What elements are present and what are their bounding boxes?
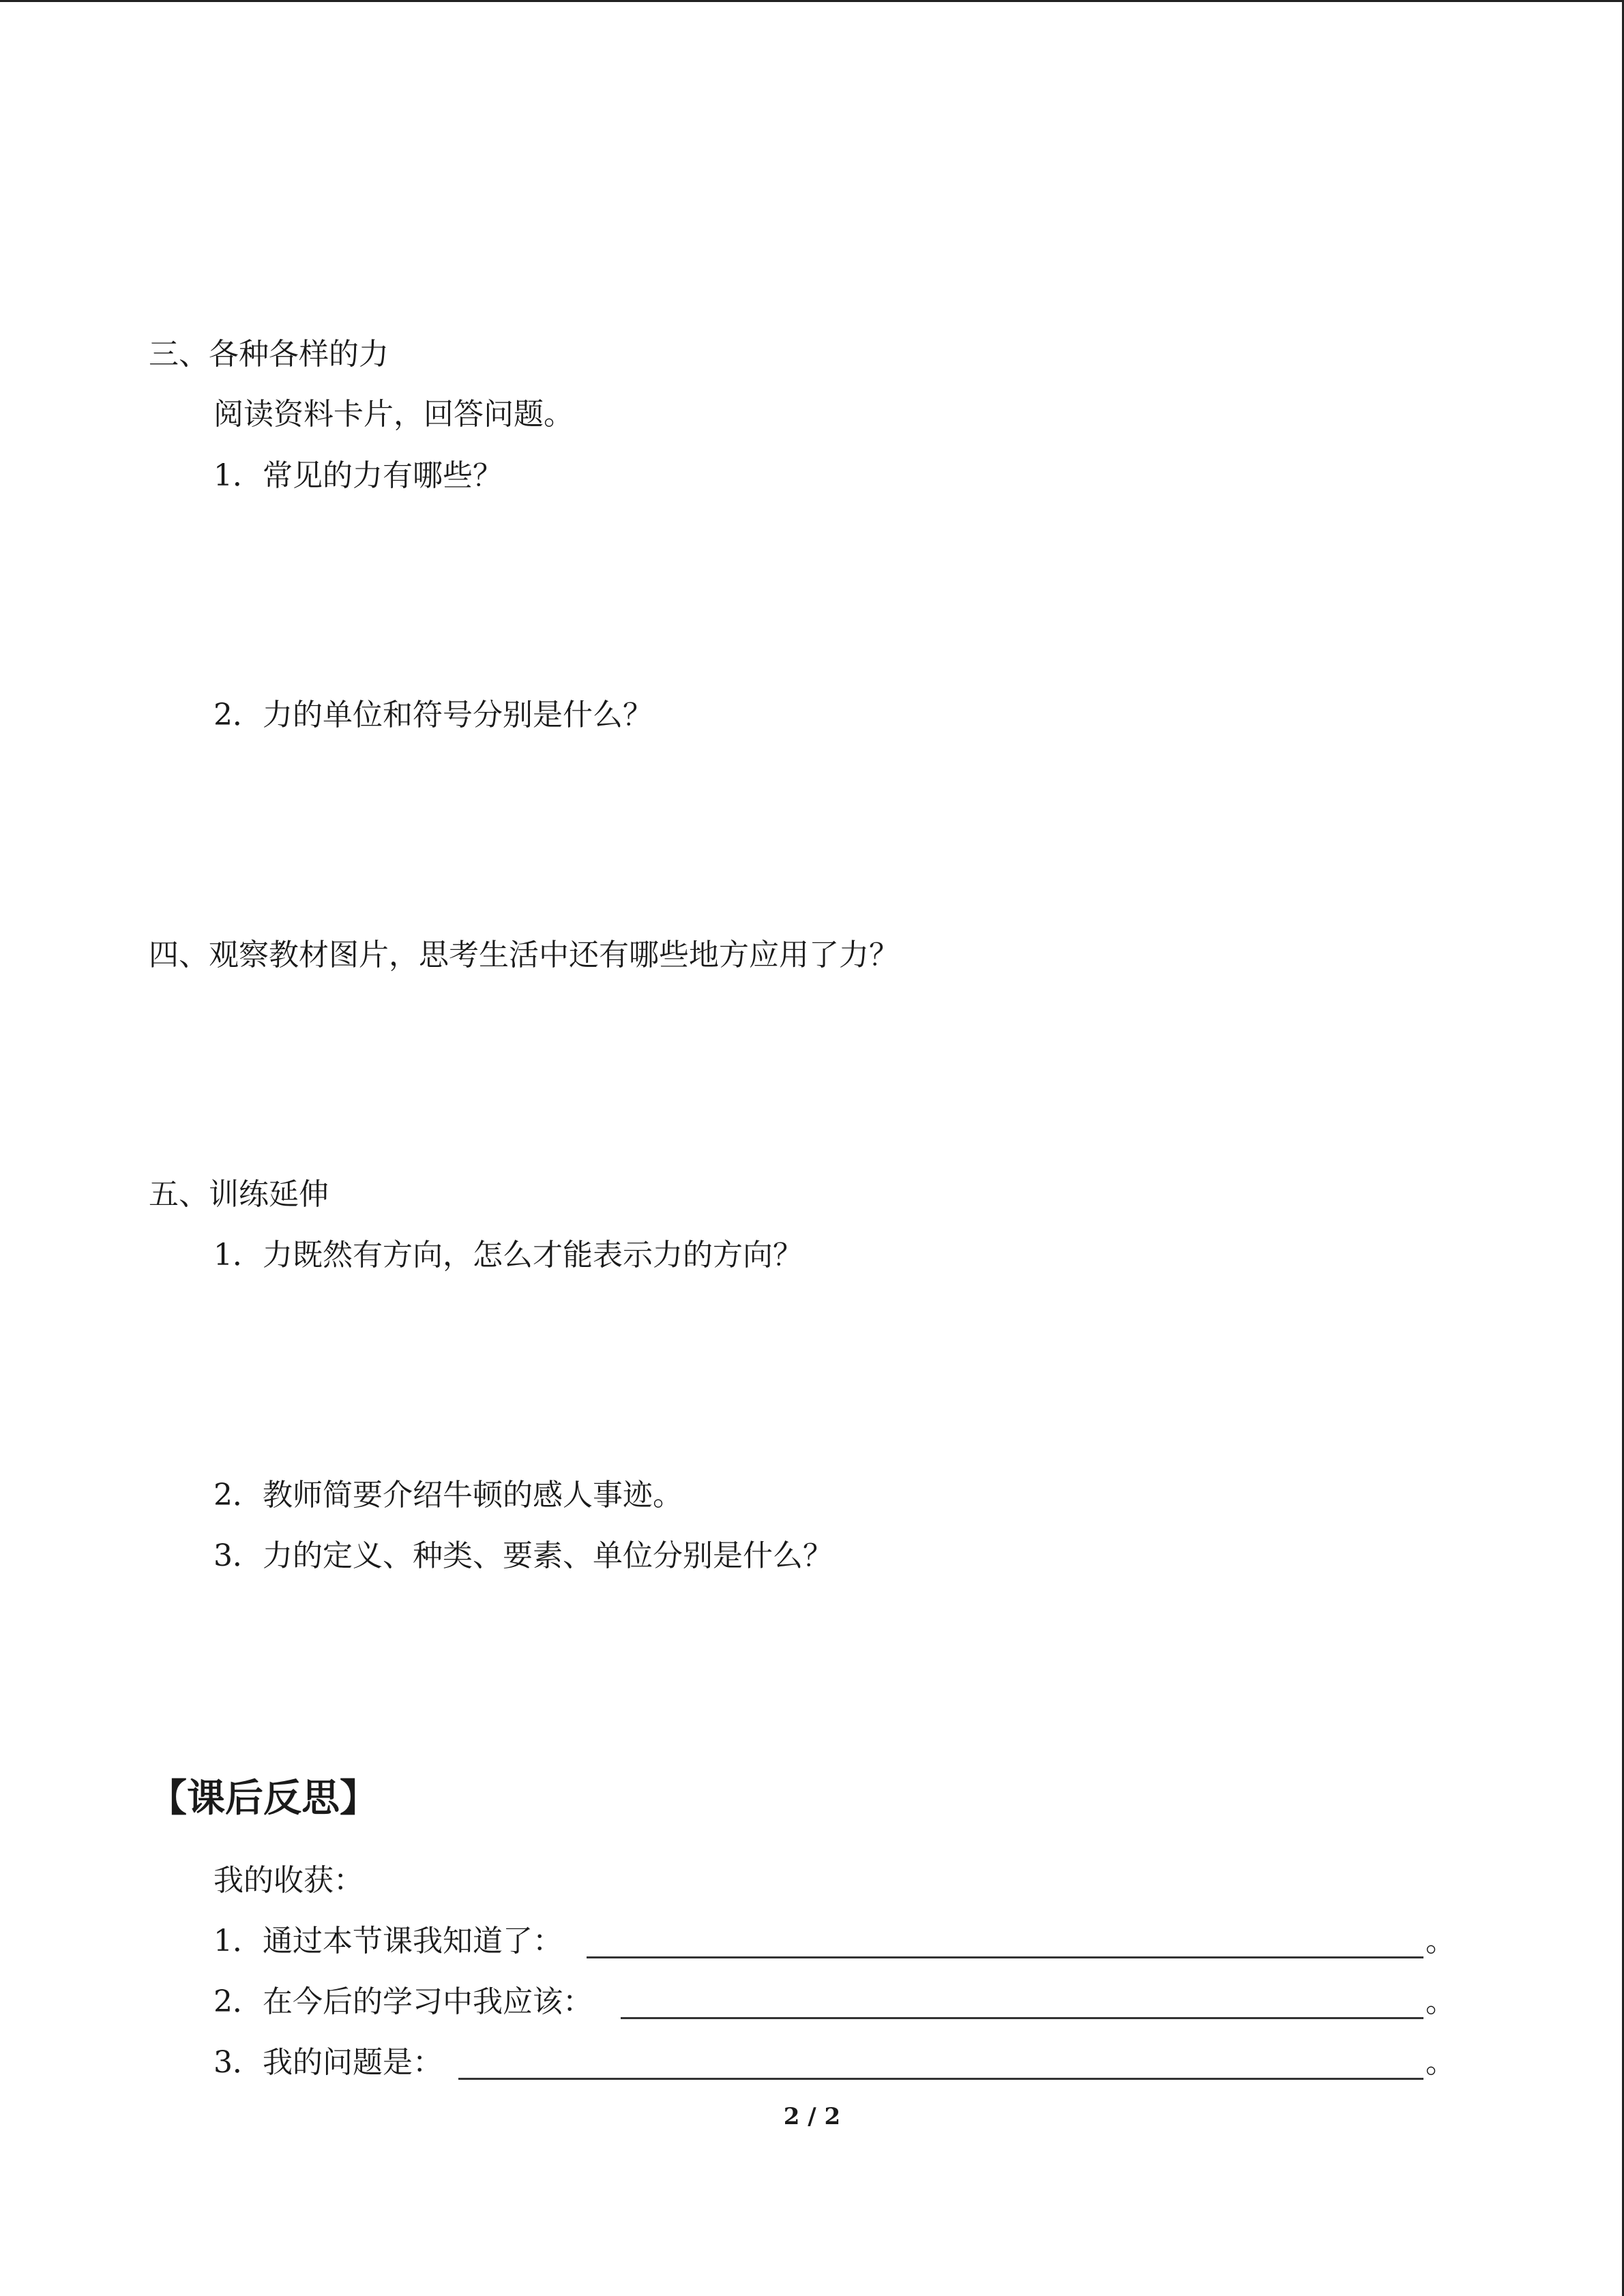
reflection-heading: 【课后反思】	[149, 1776, 378, 1821]
section-4-title: 四、观察教材图片，思考生活中还有哪些地方应用了力？	[149, 938, 899, 972]
reflection-item-1-end: 。	[1426, 1924, 1456, 1958]
section-3-question-2: 2．力的单位和符号分别是什么？	[213, 698, 653, 732]
section-3-question-1: 1．常见的力有哪些？	[213, 458, 503, 493]
section-3-intro: 阅读资料卡片，回答问题。	[213, 397, 574, 432]
reflection-gains-label: 我的收获：	[213, 1863, 364, 1898]
reflection-item-2-blank[interactable]	[621, 2017, 1423, 2019]
reflection-item-3-label: 3．我的问题是：	[213, 2045, 443, 2080]
reflection-item-2-end: 。	[1426, 1984, 1456, 2019]
reflection-item-3-end: 。	[1426, 2045, 1456, 2080]
section-5-question-3: 3．力的定义、种类、要素、单位分别是什么？	[213, 1538, 833, 1573]
section-3-title: 三、各种各样的力	[149, 337, 389, 372]
section-5-question-1: 1．力既然有方向，怎么才能表示力的方向？	[213, 1238, 803, 1272]
reflection-item-1-label: 1．通过本节课我知道了：	[213, 1924, 563, 1958]
section-5-question-2: 2．教师简要介绍牛顿的感人事迹。	[213, 1478, 683, 1512]
page-number: 2 / 2	[783, 2103, 841, 2130]
reflection-item-2-label: 2．在今后的学习中我应该：	[213, 1984, 593, 2019]
reflection-item-3-blank[interactable]	[458, 2078, 1423, 2080]
section-5-title: 五、训练延伸	[149, 1177, 329, 1212]
reflection-item-1-blank[interactable]	[587, 1956, 1423, 1958]
page-border-top	[0, 0, 1624, 2]
